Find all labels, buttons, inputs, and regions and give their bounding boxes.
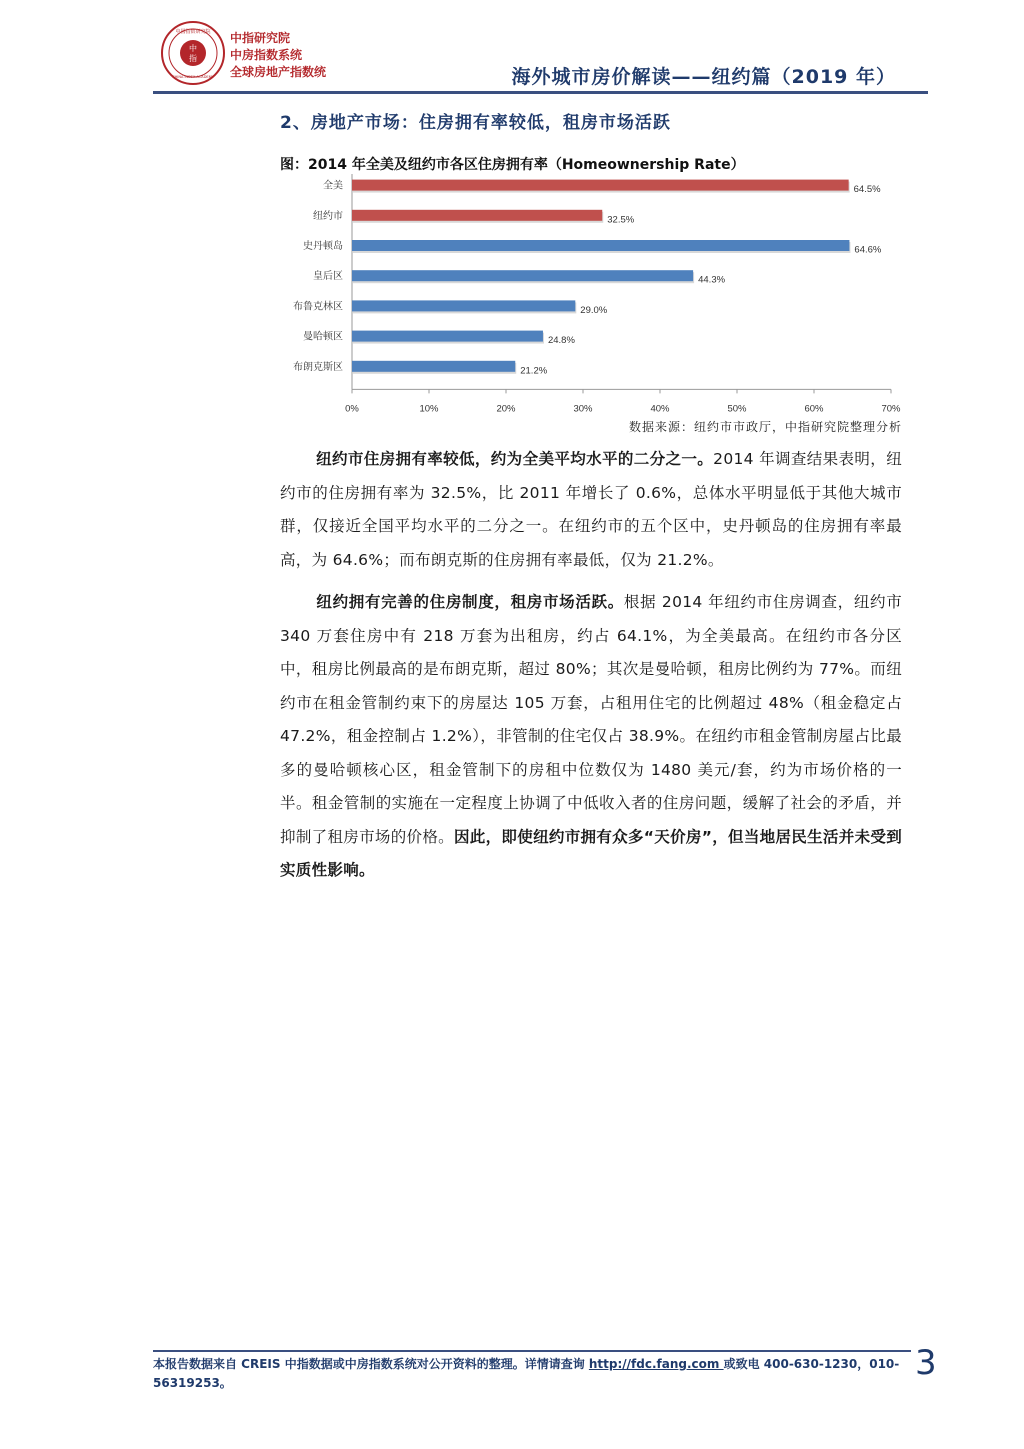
footer-divider [153,1350,911,1352]
paragraph-rental-market [280,586,902,888]
category-label: 皇后区 [313,271,343,283]
org-names [230,30,326,81]
org-line: 中房指数系统 [230,48,303,62]
category-label: 曼哈顿区 [303,331,343,343]
paragraph-homeownership [280,443,902,577]
chart-title: 图：2014 年全美及纽约市各区住房拥有率（Homeownership Rate） [280,157,745,173]
footer-text-before: 本报告数据来自 CREIS 中指数据或中房指数系统对公开资料的整理。详情请查询 [153,1357,589,1371]
bar-2 [352,240,849,251]
data-label: 24.8% [547,335,575,347]
paragraph-lead: 纽约拥有完善的住房制度，租房市场活跃。 [316,593,624,611]
data-label: 21.2% [520,365,548,377]
x-tick-label: 60% [804,403,824,412]
x-tick-label: 30% [573,403,593,412]
page-header [0,0,1024,100]
data-label: 64.5% [853,184,881,196]
category-label: 史丹顿岛 [303,241,343,252]
x-tick-label: 10% [419,403,439,412]
x-tick-label: 0% [345,403,359,412]
category-label: 全美 [323,180,343,192]
bar-6 [352,361,515,372]
bar-3 [352,270,693,281]
bar-1 [352,210,602,221]
data-label: 29.0% [580,304,608,316]
bar-0 [352,180,849,191]
paragraph-body: 根据 2014 年纽约市住房调查，纽约市 340 万套住房中有 218 万套为出租房，约占 64.1%，为全美最高。在纽约市各分区中，租房比例最高的是布朗克斯，超过 80%；其次是曼哈顿，租房比例约为 77%。而纽约市在租金管制约束下的房屋达 105 万套，占租用住宅的比例超过 48%（租金稳定占 47.2%，租金控制占 1.2%），非管制的住宅仅占 38.9%。在纽约市租金管制房屋占比最多的曼哈顿核心区，租金管制下的房租中位数仅为 1480 美元/套，约为市场价格的一半。租金管制的实施在一定程度上协调了中低收入者的住房问题，缓解了社会的矛盾，并抑制了租房市场的价格。 [280,593,903,846]
header-divider [153,91,928,94]
section-title: 2、房地产市场：住房拥有率较低，租房市场活跃 [280,113,671,133]
paragraph-lead: 纽约市住房拥有率较低，约为全美平均水平的二分之一。 [316,450,714,468]
footer-note [153,1355,908,1393]
logo-bottom-text: CHINA INDEX ACADEMY [172,75,214,79]
data-label: 32.5% [607,214,635,226]
data-label: 64.6% [854,244,882,256]
logo-center-top: 中 [189,44,197,53]
x-tick-label: 50% [727,403,747,412]
homeownership-bar-chart [280,172,910,412]
category-label: 纽约市 [313,210,343,222]
org-line: 中指研究院 [230,31,291,45]
footer-link[interactable]: http://fdc.fang.com [588,1357,724,1371]
data-label: 44.3% [698,274,726,286]
org-line: 全球房地产指数统 [230,65,327,79]
x-tick-label: 20% [496,403,516,412]
x-tick-label: 40% [650,403,670,412]
category-label: 布朗克斯区 [293,361,343,373]
paragraph-body: 2014 年调查结果表明，纽约市的住房拥有率为 32.5%，比 2011 年增长了 0.6%，总体水平明显低于其他大城市群，仅接近全国平均水平的二分之一。在纽约市的五个区中，史丹顿岛的住房拥有率最高，为 64.6%；而布朗克斯的住房拥有率最低，仅为 21.2%。 [280,450,902,569]
footer-text-after: 或致电 400-630-1230，010-56319253。 [153,1357,900,1390]
bar-5 [352,331,543,342]
bar-4 [352,300,575,311]
chart-canvas [280,172,910,412]
academy-logo [160,20,226,86]
logo-ring-text: 中国指数研究院 [175,29,211,35]
category-label: 布鲁克林区 [293,301,343,313]
x-tick-label: 70% [881,403,901,412]
document-title: 海外城市房价解读——纽约篇（2019 年） [511,66,896,88]
chart-source: 数据来源：纽约市市政厅，中指研究院整理分析 [628,420,902,434]
page-number: 3 [915,1343,937,1383]
paragraph-conclusion: 因此，即使纽约市拥有众多“天价房”，但当地居民生活并未受到实质性影响。 [280,827,902,879]
logo-center-bottom: 指 [189,54,197,63]
